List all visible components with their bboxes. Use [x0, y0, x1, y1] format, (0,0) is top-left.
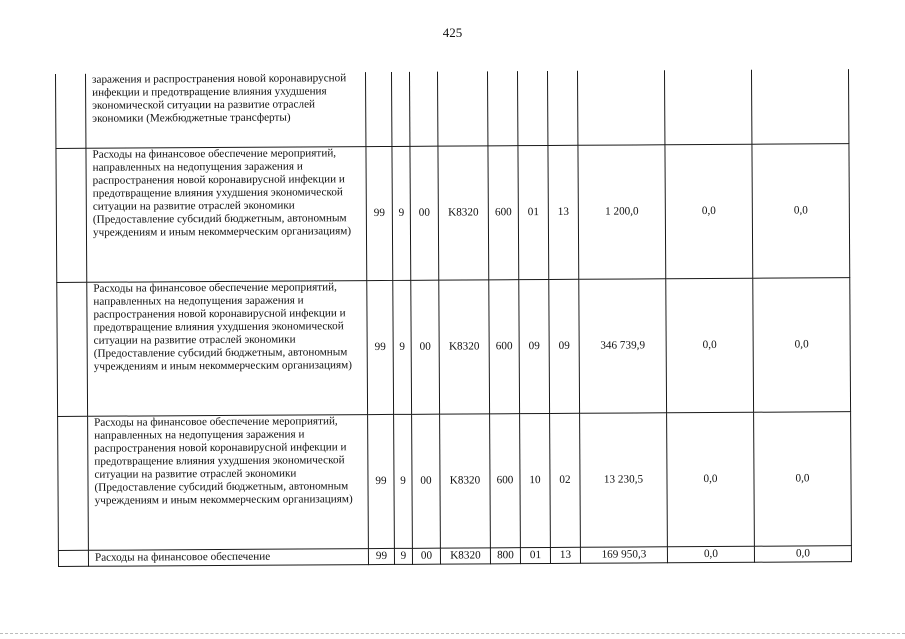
amount-year3-cell: 0,0 — [754, 411, 852, 546]
row-number-cell — [56, 148, 87, 282]
subprogram-code-cell: 9 — [393, 280, 412, 414]
event-code-cell — [409, 72, 437, 146]
table-row — [57, 277, 851, 416]
subprogram-code-cell: 9 — [392, 146, 411, 280]
section-cell: 01 — [520, 547, 550, 563]
subsection-cell: 13 — [550, 547, 580, 563]
amount-year1-cell: 346 739,9 — [579, 278, 667, 413]
description-cell: Расходы на финансовое обеспечение мероприятий, направленных на недопущения заражения и распространения новой коронавирусной инфекции и предотвращение влияния ухудшения экономической ситуации на развитие отраслей экономики (Предоставление субсидий бюджетным, автономным учреждениям и иным некоммерческим организациям) — [88, 414, 369, 550]
event-code-cell: 00 — [411, 280, 440, 414]
row-number-cell — [55, 74, 85, 148]
amount-year2-cell: 0,0 — [665, 144, 753, 279]
direction-code-cell: K8320 — [440, 547, 490, 563]
table-row — [55, 69, 848, 148]
subprogram-code-cell: 9 — [394, 414, 413, 548]
direction-code-cell: K8320 — [438, 145, 489, 279]
expense-type-cell: 600 — [489, 279, 520, 413]
table-row — [58, 411, 852, 550]
subsection-cell: 09 — [549, 279, 580, 413]
section-cell — [517, 71, 547, 145]
amount-year2-cell: 0,0 — [667, 546, 754, 563]
budget-table-container — [55, 69, 852, 566]
expense-type-cell: 800 — [490, 547, 520, 563]
amount-year3-cell: 0,0 — [752, 143, 850, 278]
direction-code-cell: K8320 — [439, 279, 490, 413]
expense-type-cell: 600 — [488, 145, 519, 279]
table-row — [56, 143, 850, 282]
section-cell: 01 — [518, 145, 549, 279]
row-number-cell — [58, 550, 88, 566]
table-row — [58, 545, 851, 566]
program-code-cell: 99 — [366, 146, 393, 280]
amount-year1-cell: 13 230,5 — [580, 412, 668, 547]
description-cell: Расходы на финансовое обеспечение мероприятий, направленных на недопущения заражения и распространения новой коронавирусной инфекции и предотвращение влияния ухудшения экономической ситуации на развитие отраслей экономики (Предоставление субсидий бюджетным, автономным учреждениям и иным некоммерческим организациям) — [86, 146, 367, 282]
event-code-cell: 00 — [412, 414, 441, 548]
program-code-cell: 99 — [367, 280, 394, 414]
row-number-cell — [57, 282, 88, 416]
program-code-cell — [365, 72, 391, 146]
amount-year3-cell: 0,0 — [754, 545, 851, 562]
program-code-cell: 99 — [368, 414, 395, 548]
expense-type-cell — [487, 71, 517, 145]
subsection-cell — [547, 71, 577, 145]
amount-year3-cell — [751, 69, 848, 144]
direction-code-cell — [437, 71, 487, 145]
program-code-cell: 99 — [368, 548, 394, 564]
event-code-cell: 00 — [410, 146, 439, 280]
amount-year3-cell: 0,0 — [753, 277, 851, 412]
amount-year1-cell: 1 200,0 — [578, 144, 666, 279]
amount-year1-cell: 169 950,3 — [580, 546, 667, 563]
description-cell: Расходы на финансовое обеспечение — [88, 548, 368, 566]
section-cell: 10 — [520, 413, 551, 547]
expense-type-cell: 600 — [490, 413, 521, 547]
amount-year2-cell: 0,0 — [667, 412, 755, 547]
budget-table — [55, 69, 852, 566]
event-code-cell: 00 — [412, 548, 440, 564]
scan-edge-divider — [0, 633, 905, 634]
row-number-cell — [58, 416, 89, 550]
subsection-cell: 02 — [550, 413, 581, 547]
amount-year2-cell — [664, 70, 751, 145]
subprogram-code-cell — [391, 72, 409, 146]
subprogram-code-cell: 9 — [394, 548, 412, 564]
description-cell: заражения и распространения новой коронавирусной инфекции и предотвращение влияния ухудшения экономической ситуации на развитие отраслей экономики (Межбюджетные трансферты) — [85, 72, 365, 148]
amount-year2-cell: 0,0 — [666, 278, 754, 413]
subsection-cell: 13 — [548, 145, 579, 279]
description-cell: Расходы на финансовое обеспечение мероприятий, направленных на недопущения заражения и распространения новой коронавирусной инфекции и предотвращение влияния ухудшения экономической ситуации на развитие отраслей экономики (Предоставление субсидий бюджетным, автономным учреждениям и иным некоммерческим организациям) — [87, 280, 368, 416]
section-cell: 09 — [519, 279, 550, 413]
direction-code-cell: K8320 — [440, 413, 491, 547]
amount-year1-cell — [577, 70, 664, 145]
page-number: 425 — [442, 25, 463, 40]
